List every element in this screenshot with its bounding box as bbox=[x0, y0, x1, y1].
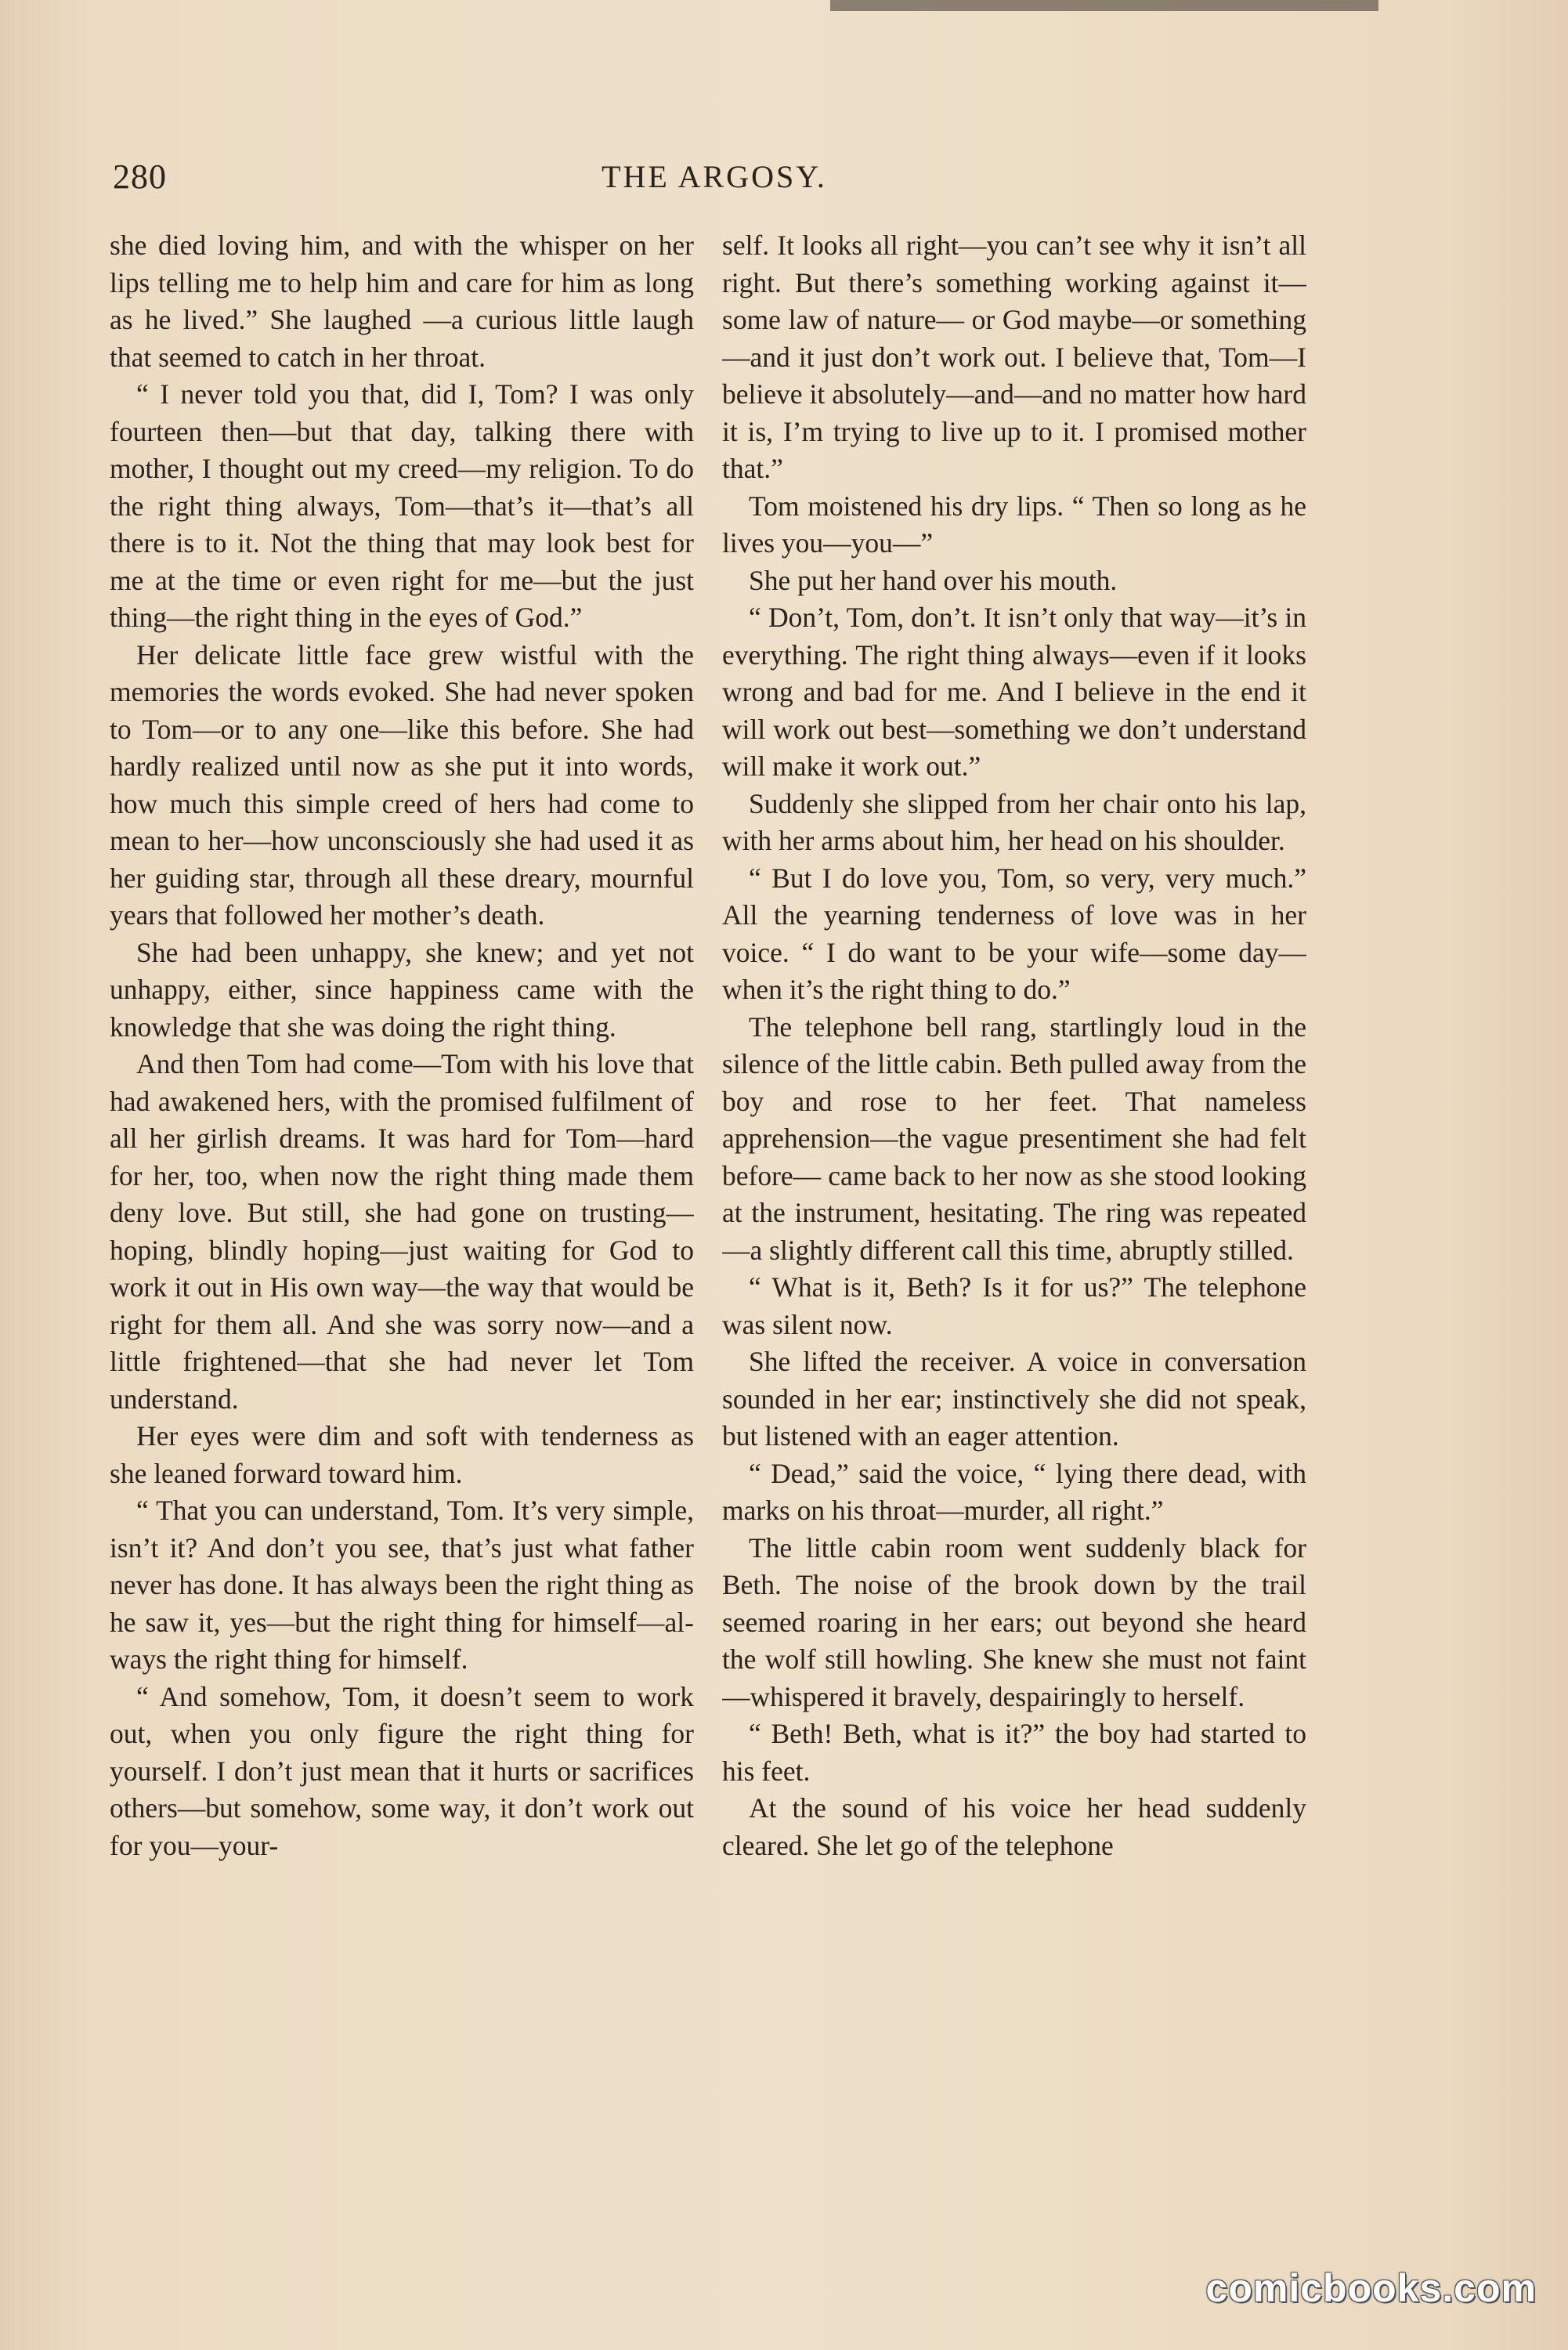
page-header bbox=[113, 157, 1316, 212]
paragraph: “ But I do love you, Tom, so very, very much.” All the yearning tenderness of love was in her voice. “ I do want to be your wife—some day—when it’s the right thing to do.” bbox=[722, 862, 1306, 1005]
paragraph: At the sound of his voice her head suddenly cleared. She let go of the telephone bbox=[722, 1792, 1306, 1861]
paragraph: “ I never told you that, did I, Tom? I was only fourteen then—but that day, talking there with mother, I thought out my creed—my religion. To do the right thing always, Tom—that’s it—that’s all there is to it. Not the thing that may look best for me at the time or even right for me—but the just thing—the right thing in the eyes of God.” bbox=[110, 378, 694, 633]
running-head: THE ARGOSY. bbox=[602, 159, 827, 194]
paragraph: And then Tom had come—Tom with his love that had awakened hers, with the promised fulfilment of all her girlish dreams. It was hard for Tom—hard for her, too, when now the right thing made them deny love. But still, she had gone on trusting—hoping, blindly hoping—just waiting for God to work it out in His own way—the way that would be right for them all. And she was sorry now—and a little frightened—that she had never let Tom understand. bbox=[110, 1048, 694, 1415]
paragraph: She put her hand over his mouth. bbox=[749, 564, 1118, 596]
paragraph: she died loving him, and with the whisper on her lips telling me to help him and care for him as long as he lived.” She laughed —a curious little laugh that seemed to catch in her throat. bbox=[110, 230, 694, 373]
watermark-logo: comicbooks.com bbox=[1205, 2266, 1537, 2310]
paragraph: Suddenly she slipped from her chair onto his lap, with her arms about him, her head on his shoulder. bbox=[722, 787, 1306, 856]
left-column bbox=[110, 227, 694, 2240]
right-column bbox=[722, 227, 1306, 2240]
paragraph: Her eyes were dim and soft with tenderness as she leaned forward toward him. bbox=[110, 1420, 694, 1489]
paragraph: She had been unhappy, she knew; and yet not unhappy, either, since happiness came with the knowledge that she was doing the right thing. bbox=[110, 936, 694, 1043]
paragraph: The little cabin room went suddenly black for Beth. The noise of the brook down by the trail seemed roaring in her ears; out beyond she heard the wolf still howling. She knew she must not faint—whispered it bravely, despairingly to herself. bbox=[722, 1531, 1306, 1712]
paragraph: Her delicate little face grew wistful with the memories the words evoked. She had never spoken to Tom—or to any one—like this before. She had hardly realized until now as she put it into words, how much this simple creed of hers had come to mean to her—how unconsciously she had used it as her guiding star, through all these dreary, mournful years that followed her mother’s death. bbox=[110, 638, 694, 931]
paragraph: “ What is it, Beth? Is it for us?” The telephone was silent now. bbox=[722, 1271, 1306, 1340]
scan-edge bbox=[830, 0, 1378, 11]
page-number: 280 bbox=[113, 157, 167, 196]
paragraph: The telephone bell rang, startlingly loud in the silence of the little cabin. Beth pulled away from the boy and rose to her feet. That nameless apprehension—the vague presentiment she had felt before— came back to her now as she stood looking at the instrument, hesitating. The ring was repeated—a slightly different call this time, abruptly stilled. bbox=[722, 1010, 1306, 1266]
paragraph: self. It looks all right—you can’t see why it isn’t all right. But there’s something working against it—some law of nature— or God maybe—or something—and it just don’t work out. I believe that, Tom—I believe it absolutely—and—and no matter how hard it is, I’m trying to live up to it. I promised mother that.” bbox=[722, 230, 1306, 484]
paragraph: “ And somehow, Tom, it doesn’t seem to work out, when you only figure the right thing for yourself. I don’t just mean that it hurts or sacrifices others—but somehow, some way, it don’t work out for you—your- bbox=[110, 1680, 694, 1861]
paragraph: Tom moistened his dry lips. “ Then so long as he lives you—you—” bbox=[722, 490, 1306, 559]
paragraph: She lifted the receiver. A voice in conversation sounded in her ear; instinctively she did not speak, but listened with an eager attention. bbox=[722, 1346, 1306, 1452]
paragraph: “ Don’t, Tom, don’t. It isn’t only that way—it’s in everything. The right thing always—even if it looks wrong and bad for me. And I believe in the end it will work out best—something we don’t understand will make it work out.” bbox=[722, 602, 1306, 782]
paragraph: “ Dead,” said the voice, “ lying there dead, with marks on his throat—murder, all right.” bbox=[722, 1457, 1306, 1526]
paragraph: “ That you can understand, Tom. It’s very simple, isn’t it? And don’t you see, that’s just what father never has done. It has always been the right thing as he saw it, yes—but the right thing for himself—always the right thing for himself. bbox=[110, 1495, 694, 1675]
paragraph: “ Beth! Beth, what is it?” the boy had started to his feet. bbox=[722, 1718, 1306, 1787]
